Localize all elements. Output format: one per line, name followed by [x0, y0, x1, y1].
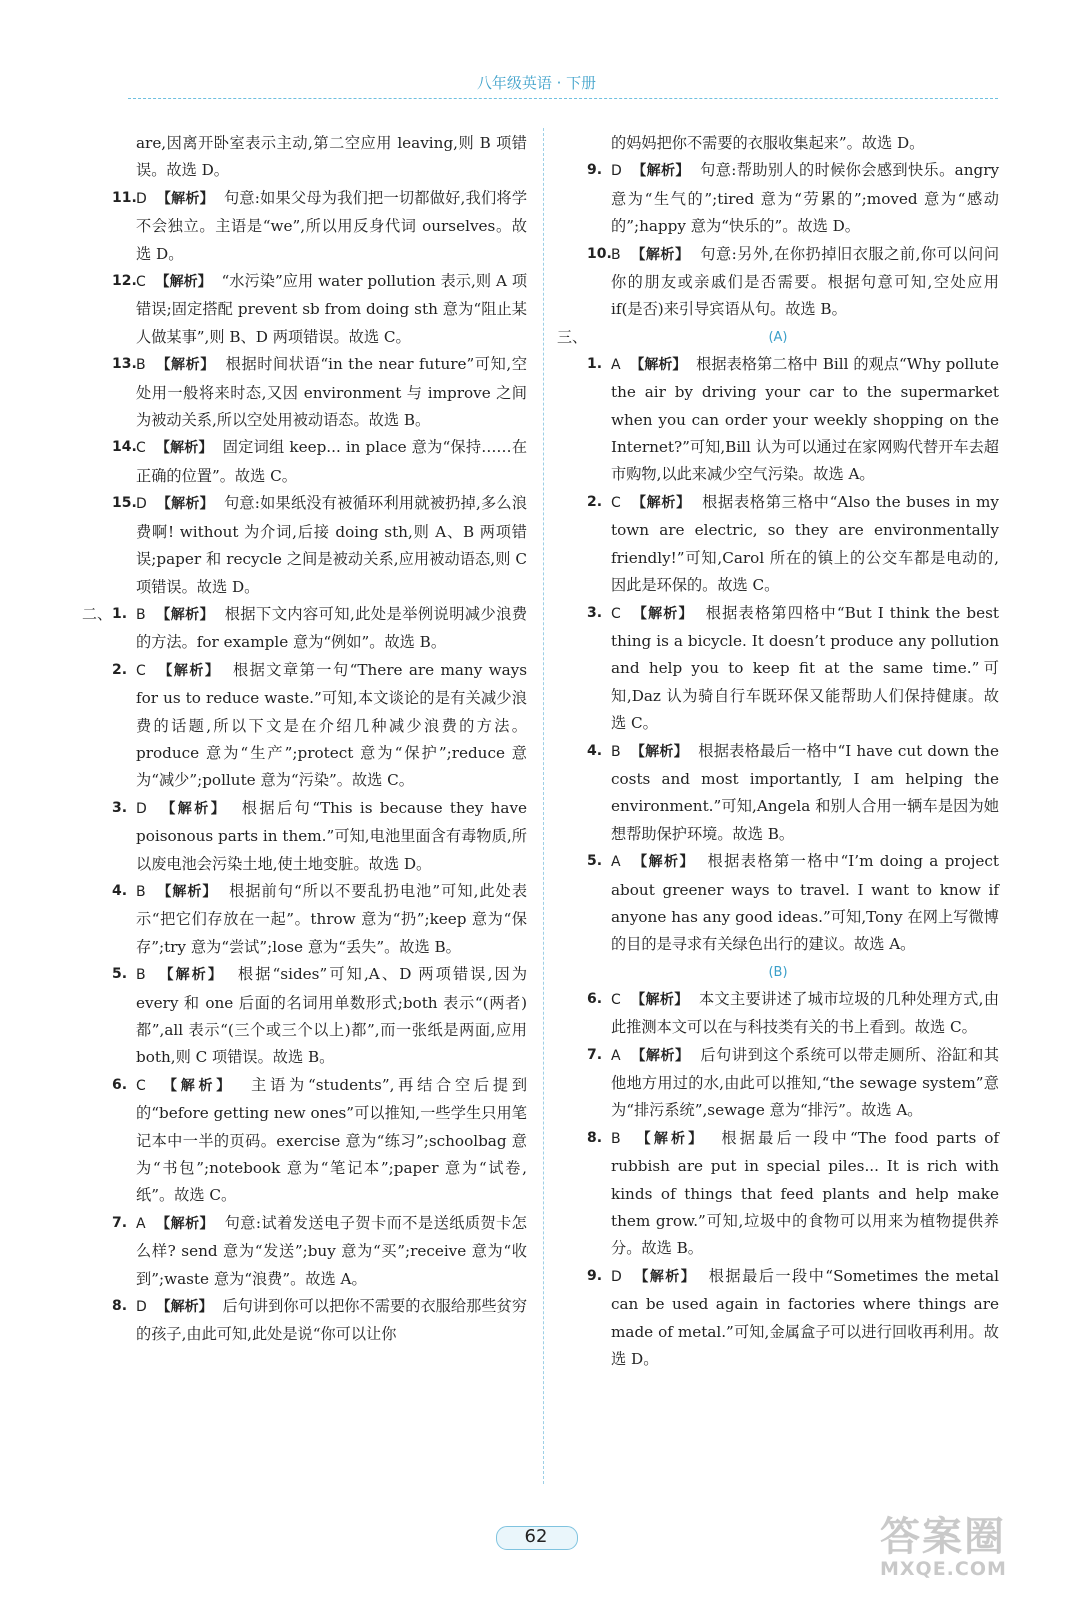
question-number: 14. — [112, 439, 137, 456]
answer-item — [557, 986, 999, 1042]
answer-letter: B — [136, 967, 146, 984]
explanation-text: 根据前句“所以不要乱扔电池”可知,此处表示“把它们存放在一起”。throw 意为“扔”;keep 意为“保存”;try 意为“尝试”;lose 意为“丢失”。故选 B。 — [136, 881, 528, 956]
answer-letter: C — [611, 605, 621, 622]
question-number: 2. — [587, 493, 603, 510]
explanation-text: “水污染”应用 water pollution 表示,则 A 项错误;固定搭配 prevent sb from doing sth 意为“阻止某人做某事”,则 B、D 两项错误。故选 C。 — [136, 272, 528, 346]
answer-item — [82, 351, 527, 434]
left-column — [82, 130, 527, 1349]
analysis-tag: 【解析】 — [161, 800, 228, 817]
analysis-tag: 【解析】 — [632, 163, 690, 180]
explanation-text: 根据最后一段中“The food parts of rubbish are put in special piles... It is rich with kinds of things that feed plants and help make them grow.”可知,垃圾中的食物可以用来为植物提供养分。故选 B。 — [611, 1128, 1000, 1258]
analysis-tag: 【解析】 — [630, 743, 688, 760]
analysis-tag: 【解析】 — [156, 606, 215, 623]
analysis-tag: 【解析】 — [156, 357, 215, 374]
answer-item — [557, 1263, 999, 1374]
explanation-text: 句意:如果纸没有被循环利用就被扔掉,多么浪费啊! without 为介词,后接 doing sth,则 A、B 两项错误;paper 和 recycle 之间是被动关系,应用被动语态,则 C 项错误。故选 D。 — [136, 494, 528, 596]
explanation-text: 根据表格第二格中 Bill 的观点“Why pollute the air by driving your car to the supermarket when you can order your weekly shopping on the Internet?”可知,Bill 认为可以通过在家网购代替开车去超市购物,以此来减少空气污染。故选 A。 — [611, 354, 1000, 484]
answer-item — [557, 241, 999, 324]
question-number: 4. — [587, 742, 603, 759]
analysis-tag: 【解析】 — [632, 605, 694, 622]
answer-letter: D — [136, 190, 147, 207]
answer-letter: D — [611, 163, 622, 180]
answer-item — [557, 738, 999, 849]
explanation-text: 根据表格第一格中“I’m doing a project about greener ways to travel. I want to know if anyone has any good ideas.”可知,Tony 在网上写微博的目的是寻求有关绿色出行的建议。故选 A。 — [611, 852, 1000, 954]
answer-letter: C — [611, 494, 621, 511]
passage-subheading — [557, 324, 999, 351]
answer-letter: B — [611, 246, 621, 263]
section-marker: 三、 — [557, 327, 588, 346]
watermark-url: MXQE.COM — [880, 1558, 1007, 1580]
explanation-text: 句意:另外,在你扔掉旧衣服之前,你可以问问你的朋友或亲戚们是否需要。根据句意可知,空处应用 if(是否)来引导宾语从句。故选 B。 — [611, 244, 1000, 319]
question-number: 9. — [587, 1267, 603, 1284]
section-marker: 二、 — [82, 604, 113, 623]
answer-item — [82, 878, 527, 961]
explanation-text: 句意:试着发送电子贺卡而不是送纸质贺卡怎么样? send 意为“发送”;buy 意为“买”;receive 意为“收到”;waste 意为“浪费”。故选 A。 — [136, 1213, 527, 1288]
page-number-badge — [486, 1522, 586, 1552]
answer-item — [82, 795, 527, 878]
analysis-tag: 【解析】 — [156, 1215, 214, 1232]
explanation-text: 根据表格第三格中“Also the buses in my town are electric, so they are environmentally friendly!”可知,Carol 所在的镇上的公交车都是电动的,因此是环保的。故选 C。 — [611, 492, 999, 595]
question-number: 15. — [112, 495, 137, 512]
watermark-text: 答案圈 — [880, 1514, 1006, 1560]
question-number: 1. — [587, 355, 603, 372]
answer-letter: A — [611, 1047, 621, 1064]
analysis-tag: 【解析】 — [631, 246, 690, 263]
analysis-tag: 【解析】 — [158, 662, 221, 679]
answer-item — [82, 1210, 527, 1293]
answer-letter: C — [611, 991, 621, 1008]
answer-letter: D — [136, 800, 147, 817]
answer-letter: B — [611, 743, 621, 760]
question-number: 2. — [112, 661, 128, 678]
answer-item — [82, 185, 527, 268]
page-number: 62 — [524, 1526, 548, 1547]
explanation-text: 句意:帮助别人的时候你会感到快乐。angry 意为“生气的”;tired 意为“劳累的”;moved 意为“感动的”;happy 意为“快乐的”。故选 D。 — [611, 161, 1000, 236]
explanation-text: 根据后句“This is because they have poisonous parts in them.”可知,电池里面含有毒物质,所以废电池会污染土地,使土地变脏。故选 D。 — [136, 798, 528, 873]
answer-item — [82, 490, 527, 601]
answer-letter: C — [136, 662, 146, 679]
question-number: 11. — [112, 189, 137, 206]
answer-item — [82, 1293, 527, 1349]
answer-letter: C — [136, 440, 146, 457]
answer-item — [82, 601, 527, 657]
right-column — [557, 130, 999, 1373]
analysis-tag: 【解析】 — [159, 967, 225, 984]
answer-item — [557, 1125, 999, 1263]
analysis-tag: 【解析】 — [634, 1268, 697, 1285]
analysis-tag: 【解析】 — [631, 1047, 690, 1064]
answer-item — [82, 434, 527, 490]
answer-item — [557, 489, 999, 600]
analysis-tag: 【解析】 — [156, 190, 214, 207]
answer-item — [557, 351, 999, 489]
watermark-logo — [880, 1505, 1060, 1590]
explanation-text: 根据文章第一句“There are many ways for us to reduce waste.”可知,本文谈论的是有关减少浪费的话题,所以下文是在介绍几种减少浪费的方法。produce 意为“生产”;protect 意为“保护”;reduce 意为“减少”;pollute 意为“污染”。故选 C。 — [136, 660, 528, 790]
analysis-tag: 【解析】 — [633, 854, 695, 871]
explanation-text: 的妈妈把你不需要的衣服收集起来”。故选 D。 — [611, 134, 925, 152]
answer-letter: D — [611, 1268, 622, 1285]
analysis-tag: 【解析】 — [636, 1130, 706, 1147]
question-number: 8. — [587, 1129, 603, 1146]
question-number: 7. — [587, 1046, 603, 1063]
answer-letter: B — [136, 606, 146, 623]
explanation-text: 根据“sides”可知,A、D 两项错误,因为 every 和 one 后面的名词用单数形式;both 表示“(两者)都”,all 表示“(三个或三个以上)都”,而一张纸是两面,应用 both,则 C 项错误。故选 B。 — [136, 965, 528, 1067]
answer-letter: D — [136, 496, 147, 513]
passage-label: (A) — [768, 329, 788, 345]
analysis-tag: 【解析】 — [156, 496, 214, 513]
explanation-text: 根据表格第四格中“But I think the best thing is a bicycle. It doesn’t produce any pollution and help you to keep fit at the same time.”可知,Daz 认为骑自行车既环保又能帮助人们保持健康。故选 C。 — [611, 603, 1000, 733]
passage-label: (B) — [768, 964, 788, 980]
question-number: 12. — [112, 273, 137, 290]
analysis-tag: 【解析】 — [155, 274, 212, 291]
question-number: 4. — [112, 882, 128, 899]
explanation-text: 固定词组 keep... in place 意为“保持……在正确的位置”。故选 C。 — [136, 438, 528, 485]
answer-item — [82, 1072, 527, 1210]
question-number: 7. — [112, 1214, 128, 1231]
header-divider — [128, 98, 998, 99]
question-number: 8. — [112, 1298, 128, 1315]
column-divider — [543, 128, 544, 1484]
answer-item — [82, 657, 527, 795]
question-number: 6. — [587, 990, 603, 1007]
analysis-tag: 【解析】 — [155, 440, 213, 457]
answer-item — [82, 961, 527, 1072]
question-number: 6. — [112, 1076, 128, 1093]
answer-letter: A — [611, 356, 621, 373]
explanation-text: are,因离开卧室表示主动,第二空应用 leaving,则 B 项错误。故选 D。 — [136, 134, 527, 180]
question-number: 3. — [587, 604, 603, 621]
analysis-tag: 【解析】 — [631, 991, 689, 1008]
answer-item — [557, 600, 999, 738]
question-number: 10. — [587, 245, 612, 262]
answer-item — [557, 130, 999, 157]
question-number: 5. — [587, 853, 603, 870]
answer-letter: C — [136, 274, 146, 291]
answer-letter: B — [136, 883, 146, 900]
analysis-tag: 【解析】 — [156, 1299, 213, 1316]
question-number: 3. — [112, 799, 128, 816]
explanation-text: 根据最后一段中“Sometimes the metal can be used again in factories where things are made of metal.”可知,金属盒子可以进行回收再利用。故选 D。 — [611, 1266, 1000, 1369]
explanation-text: 根据表格最后一格中“I have cut down the costs and most importantly, I am helping the environment.”可知,Angela 和别人合用一辆车是因为她想帮助保护环境。故选 B。 — [611, 741, 1000, 843]
answer-letter: C — [136, 1077, 146, 1094]
explanation-text: 主语为“students”,再结合空后提到的“before getting new ones”可以推知,一些学生只用笔记本中一半的页码。exercise 意为“练习”;schoolbag 意为“书包”;notebook 意为“笔记本”;paper 意为“试卷,纸”。故选 C。 — [136, 1075, 528, 1205]
analysis-tag: 【解析】 — [157, 883, 218, 900]
answer-item — [557, 157, 999, 240]
explanation-text: 句意:如果父母为我们把一切都做好,我们将学不会独立。主语是“we”,所以用反身代词 ourselves。故选 D。 — [136, 188, 528, 263]
running-header: 八年级英语 · 下册 — [476, 74, 597, 92]
question-number: 1. — [112, 605, 128, 622]
answer-item — [557, 848, 999, 959]
analysis-tag: 【解析】 — [630, 356, 687, 373]
answer-letter: B — [136, 357, 146, 374]
question-number: 5. — [112, 966, 128, 983]
analysis-tag: 【解析】 — [631, 494, 691, 511]
answer-item — [557, 1042, 999, 1125]
answer-item — [82, 130, 527, 185]
analysis-tag: 【解析】 — [162, 1077, 234, 1094]
passage-subheading — [557, 959, 999, 986]
explanation-text: 根据时间状语“in the near future”可知,空处用一般将来时态,又因 environment 与 improve 之间为被动关系,所以空处用被动语态。故选 B。 — [136, 355, 528, 430]
answer-item — [82, 268, 527, 351]
answer-letter: A — [136, 1215, 146, 1232]
explanation-text: 本文主要讲述了城市垃圾的几种处理方式,由此推测本文可以在与科技类有关的书上看到。故选 C。 — [611, 989, 1000, 1037]
explanation-text: 根据下文内容可知,此处是举例说明减少浪费的方法。for example 意为“例如”。故选 B。 — [136, 604, 528, 652]
question-number: 9. — [587, 162, 603, 179]
explanation-text: 后句讲到这个系统可以带走厕所、浴缸和其他地方用过的水,由此可以推知,“the sewage system”意为“排污系统”,sewage 意为“排污”。故选 A。 — [611, 1045, 1000, 1120]
answer-letter: B — [611, 1130, 621, 1147]
answer-letter: A — [611, 854, 621, 871]
question-number: 13. — [112, 356, 137, 373]
answer-letter: D — [136, 1299, 147, 1316]
explanation-text: 后句讲到你可以把你不需要的衣服给那些贫穷的孩子,由此可知,此处是说“你可以让你 — [136, 1297, 528, 1344]
